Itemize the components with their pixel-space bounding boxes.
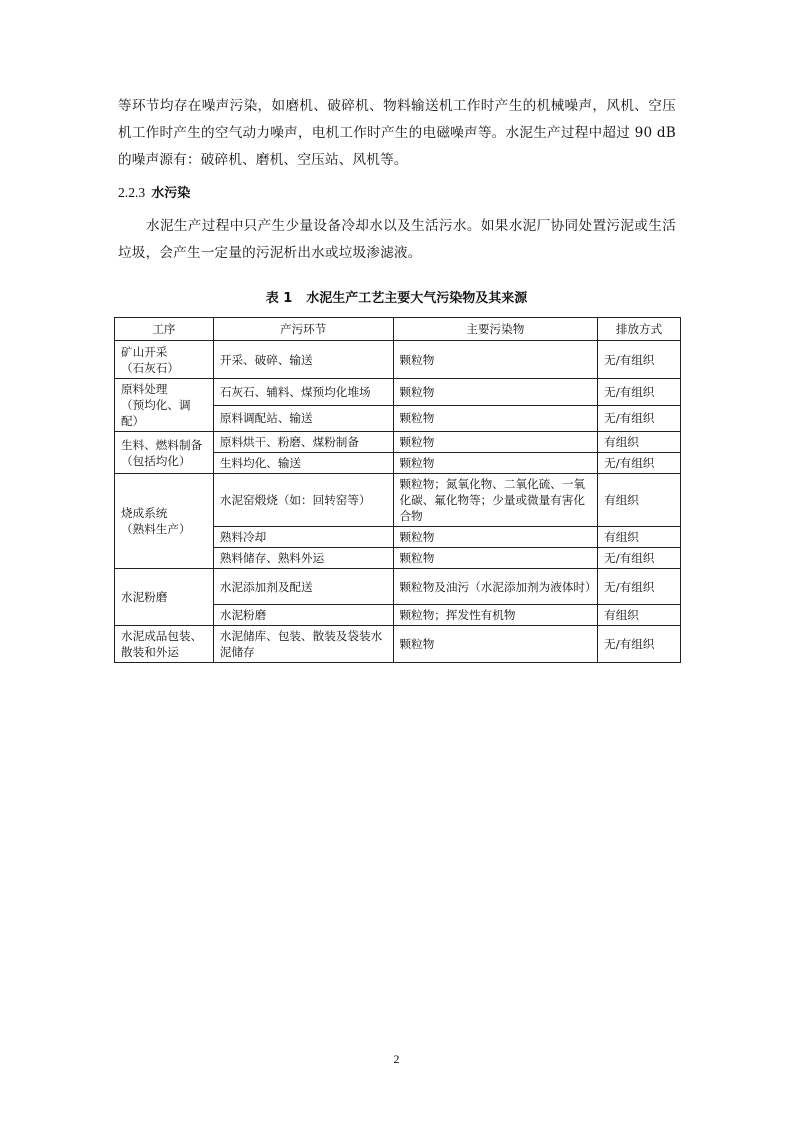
table-row [115, 569, 681, 605]
process-line1: 水泥粉磨 [121, 590, 168, 604]
stage-cell: 水泥储库、包装、散装及袋装水泥储存 [213, 626, 393, 663]
page-number: 2 [393, 1052, 400, 1066]
process-cell [115, 569, 214, 626]
table-row [115, 474, 681, 527]
table-row [115, 341, 681, 379]
process-line2: （熟料生产） [121, 522, 191, 536]
pollutant-cell: 颗粒物 [393, 432, 598, 453]
emission-cell: 无/有组织 [598, 453, 681, 474]
emission-cell: 无/有组织 [598, 405, 681, 432]
process-cell [115, 474, 214, 569]
section-number: 2.2.3 [118, 185, 146, 200]
table-caption-title: 水泥生产工艺主要大气污染物及其来源 [306, 291, 528, 306]
pollutant-cell: 颗粒物 [393, 341, 598, 379]
process-line2: （预均化、调配） [121, 398, 191, 428]
process-line1: 矿山开采 [121, 344, 168, 359]
paragraph-water: 水泥生产过程中只产生少量设备冷却水以及生活污水。如果水泥厂协同处置污泥或生活垃圾，会产生一定量的污泥析出水或垃圾渗滤液。 [118, 218, 676, 261]
stage-cell: 水泥窑煅烧（如：回转窑等） [213, 474, 393, 527]
header-stage: 产污环节 [213, 318, 393, 341]
pollutant-cell: 颗粒物；挥发性有机物 [393, 605, 598, 626]
table-row [115, 379, 681, 406]
stage-cell: 原料调配站、输送 [213, 405, 393, 432]
header-process: 工序 [115, 318, 214, 341]
pollutant-cell: 颗粒物及油污（水泥添加剂为液体时） [393, 569, 598, 605]
header-emission: 排放方式 [598, 318, 681, 341]
process-cell [115, 432, 214, 474]
emission-cell: 无/有组织 [598, 626, 681, 663]
pollutant-cell: 颗粒物 [393, 626, 598, 663]
stage-cell: 石灰石、辅料、煤预均化堆场 [213, 379, 393, 406]
emission-cell: 无/有组织 [598, 379, 681, 406]
pollutant-table [114, 317, 681, 663]
process-line2: （包括均化） [121, 453, 191, 468]
table-caption [0, 287, 793, 306]
emission-cell: 无/有组织 [598, 548, 681, 569]
emission-cell: 有组织 [598, 527, 681, 548]
pollutant-cell: 颗粒物 [393, 379, 598, 406]
table-caption-label: 表 1 [265, 291, 293, 306]
emission-cell: 有组织 [598, 432, 681, 453]
stage-cell: 熟料储存、熟料外运 [213, 548, 393, 569]
stage-cell: 水泥添加剂及配送 [213, 569, 393, 605]
process-cell [115, 379, 214, 432]
emission-cell: 无/有组织 [598, 341, 681, 379]
stage-cell: 熟料冷却 [213, 527, 393, 548]
pollutant-cell: 颗粒物 [393, 527, 598, 548]
table-row [115, 432, 681, 453]
process-cell [115, 341, 214, 379]
stage-cell: 原料烘干、粉磨、煤粉制备 [213, 432, 393, 453]
emission-cell: 有组织 [598, 605, 681, 626]
process-line1: 生料、燃料制备 [121, 437, 203, 452]
pollutant-cell: 颗粒物 [393, 405, 598, 432]
header-pollutant: 主要污染物 [393, 318, 598, 341]
process-line1: 原料处理 [121, 382, 168, 396]
process-cell: 水泥成品包装、散装和外运 [115, 626, 214, 663]
emission-cell: 无/有组织 [598, 569, 681, 605]
stage-cell: 生料均化、输送 [213, 453, 393, 474]
process-line1: 烧成系统 [121, 506, 168, 520]
paragraph-noise: 等环节均存在噪声污染，如磨机、破碎机、物料输送机工作时产生的机械噪声，风机、空压机工作时产生的空气动力噪声，电机工作时产生的电磁噪声等。水泥生产过程中超过 90 dB 的噪声源有：破碎机、磨机、空压站、风机等。 [118, 98, 676, 168]
stage-cell: 水泥粉磨 [213, 605, 393, 626]
stage-cell: 开采、破碎、输送 [213, 341, 393, 379]
pollutant-cell: 颗粒物 [393, 548, 598, 569]
pollutant-cell: 颗粒物 [393, 453, 598, 474]
pollutant-cell: 颗粒物；氮氧化物、二氧化硫、一氧化碳、氟化物等；少量或微量有害化合物 [393, 474, 598, 527]
table-header-row [115, 318, 681, 341]
process-line2: （石灰石） [121, 360, 179, 375]
section-heading [118, 182, 190, 201]
emission-cell: 有组织 [598, 474, 681, 527]
section-title: 水污染 [151, 186, 191, 201]
table-row [115, 626, 681, 663]
